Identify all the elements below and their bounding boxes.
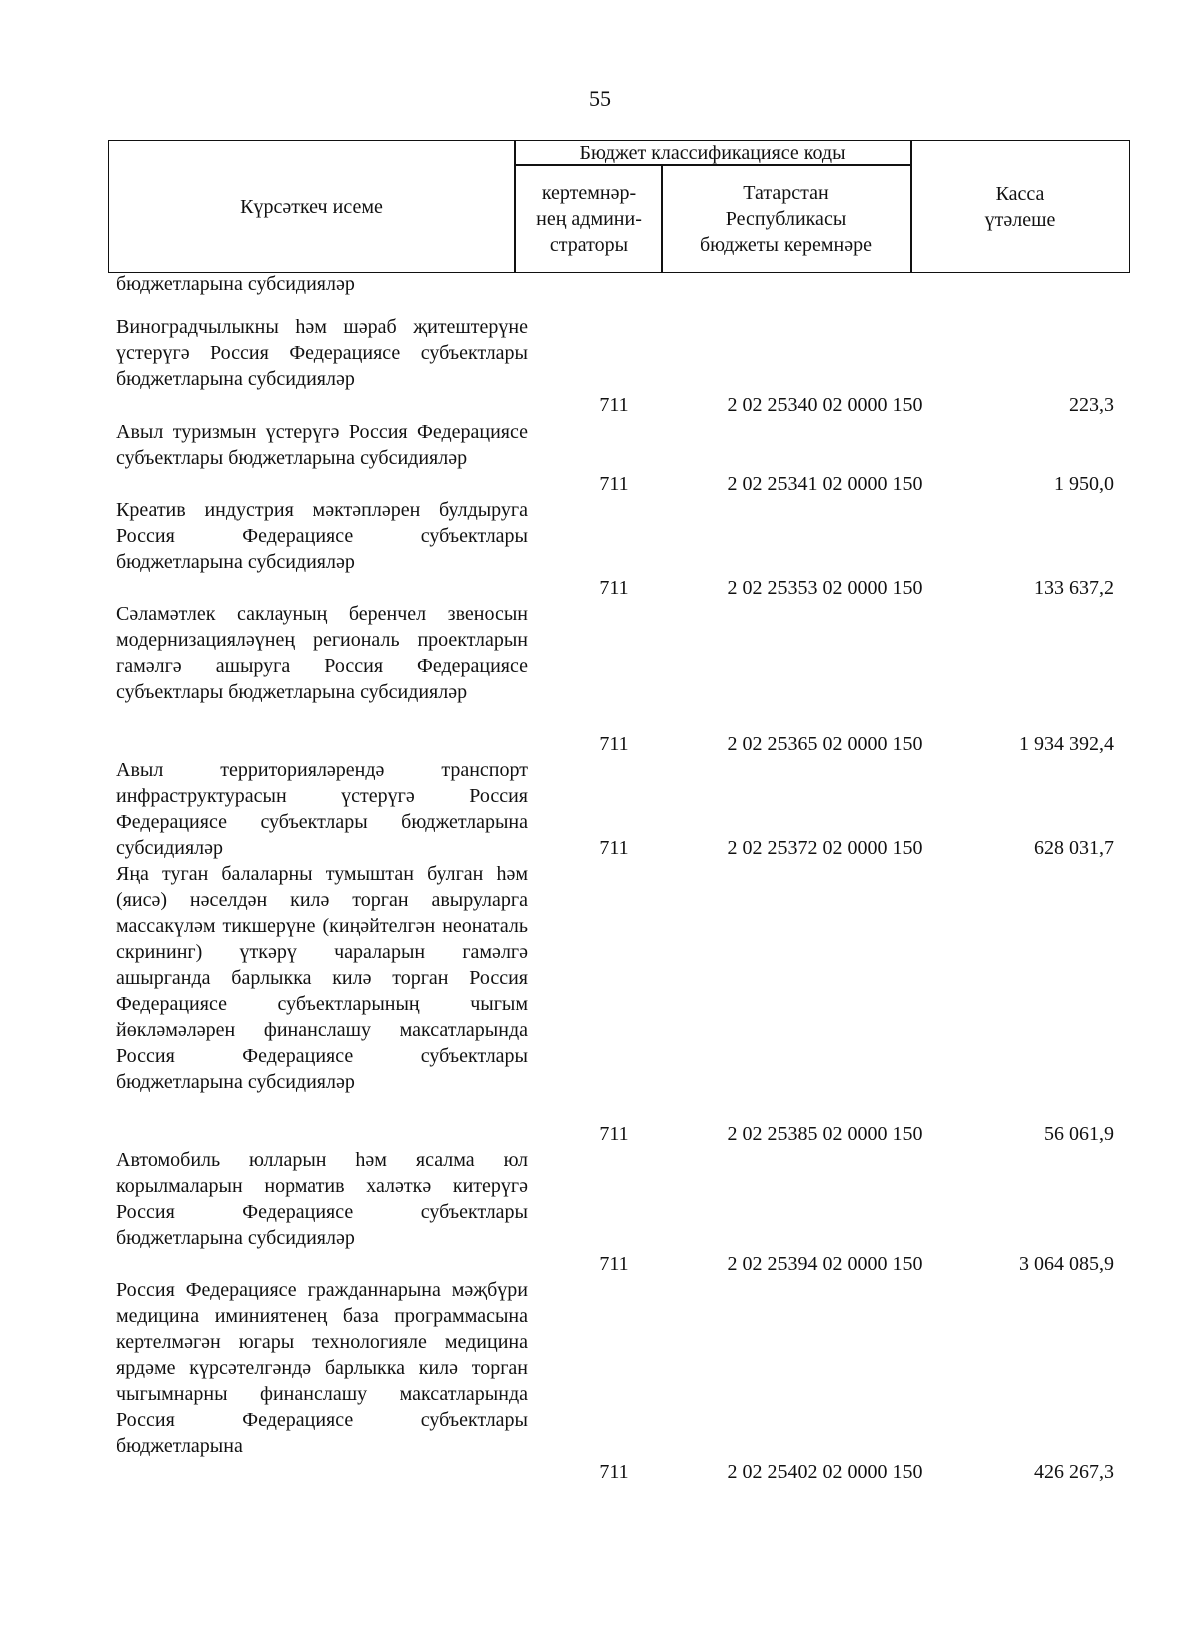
row-admin: 711 xyxy=(599,577,629,599)
row-name: Сәламәтлек саклауның беренчел звеносын модернизацияләүнең региональ проектларын гамәлгә ашыруга Россия Федерациясе субъектлары бюджетларына субсидияләр xyxy=(116,603,528,703)
row-code: 2 02 25341 02 0000 150 xyxy=(727,473,923,495)
row-amount: 3 064 085,9 xyxy=(1019,1253,1114,1275)
row-amount: 628 031,7 xyxy=(1034,837,1114,859)
header-amount-column: Касса үтәлеше xyxy=(984,182,1056,231)
row-admin: 711 xyxy=(599,1461,629,1483)
row-code: 2 02 25365 02 0000 150 xyxy=(727,733,923,755)
row-name: Россия Федерациясе гражданнарына мәҗбүри медицина иминиятенең база программасына кертелмәгән югары технологияле медицина ярдәме күрсәтелгәндә барлыкка килә торган чыгымнарны финанслашу максатларында Россия Федерациясе субъектлары бюджетларына xyxy=(116,1279,528,1457)
row-admin: 711 xyxy=(599,1123,629,1145)
header-admin-column: кертемнәр-нең админи-страторы xyxy=(536,181,642,256)
row-name: Авыл туризмын үстерүгә Россия Федерациясе субъектлары бюджетларына субсидияләр xyxy=(116,421,528,469)
row-name: Авыл территорияләрендә транспорт инфраструктурасын үстерүгә Россия Федерациясе субъектлары бюджетларына субсидияләр xyxy=(116,759,528,859)
row-name: Виноградчылыкны һәм шәраб җитештерүне үстерүгә Россия Федерациясе субъектлары бюджетларына субсидияләр xyxy=(116,316,528,390)
row-admin: 711 xyxy=(599,473,629,495)
row-code: 2 02 25385 02 0000 150 xyxy=(727,1123,923,1145)
table-header xyxy=(108,140,1130,273)
row-code: 2 02 25353 02 0000 150 xyxy=(727,577,923,599)
row-code: 2 02 25340 02 0000 150 xyxy=(727,394,923,416)
row-code: 2 02 25394 02 0000 150 xyxy=(727,1253,923,1275)
row-amount: 223,3 xyxy=(1069,394,1114,416)
row-name: Креатив индустрия мәктәпләрен булдыруга Россия Федерациясе субъектлары бюджетларына субсидияләр xyxy=(116,499,528,573)
header-code-group: Бюджет классификациясе коды xyxy=(579,142,846,164)
row-name: Яңа туган балаларны тумыштан булган һәм (яисә) нәселдән килә торган авыруларга массакүләм тикшерүне (киңәйтелгән неонаталь скрининг) үткәрү чараларын гамәлгә ашырганда барлыкка килә торган Россия Федерациясе субъектларының чыгым йөкләмәләрен финанслашу максатларында Россия Федерациясе субъектлары бюджетларына субсидияләр xyxy=(116,863,528,1093)
row-amount: 133 637,2 xyxy=(1034,577,1114,599)
header-name-column: Күрсәткеч исеме xyxy=(240,195,383,218)
row-amount: 1 950,0 xyxy=(1054,473,1114,495)
row-admin: 711 xyxy=(599,1253,629,1275)
row-amount: 56 061,9 xyxy=(1044,1123,1114,1145)
row-name: Автомобиль юлларын һәм ясалма юл корылмаларын норматив халәткә китерүгә Россия Федерациясе субъектлары бюджетларына субсидияләр xyxy=(116,1149,528,1249)
row-amount: 1 934 392,4 xyxy=(1019,733,1114,755)
header-revenue-code-column: Татарстан Республикасы бюджеты керемнәре xyxy=(700,181,872,256)
row-admin: 711 xyxy=(599,837,629,859)
carryover-text: бюджетларына субсидияләр xyxy=(116,273,355,295)
row-code: 2 02 25372 02 0000 150 xyxy=(727,837,923,859)
row-admin: 711 xyxy=(599,394,629,416)
row-code: 2 02 25402 02 0000 150 xyxy=(727,1461,923,1483)
page-number: 55 xyxy=(589,86,611,111)
row-amount: 426 267,3 xyxy=(1034,1461,1114,1483)
row-admin: 711 xyxy=(599,733,629,755)
